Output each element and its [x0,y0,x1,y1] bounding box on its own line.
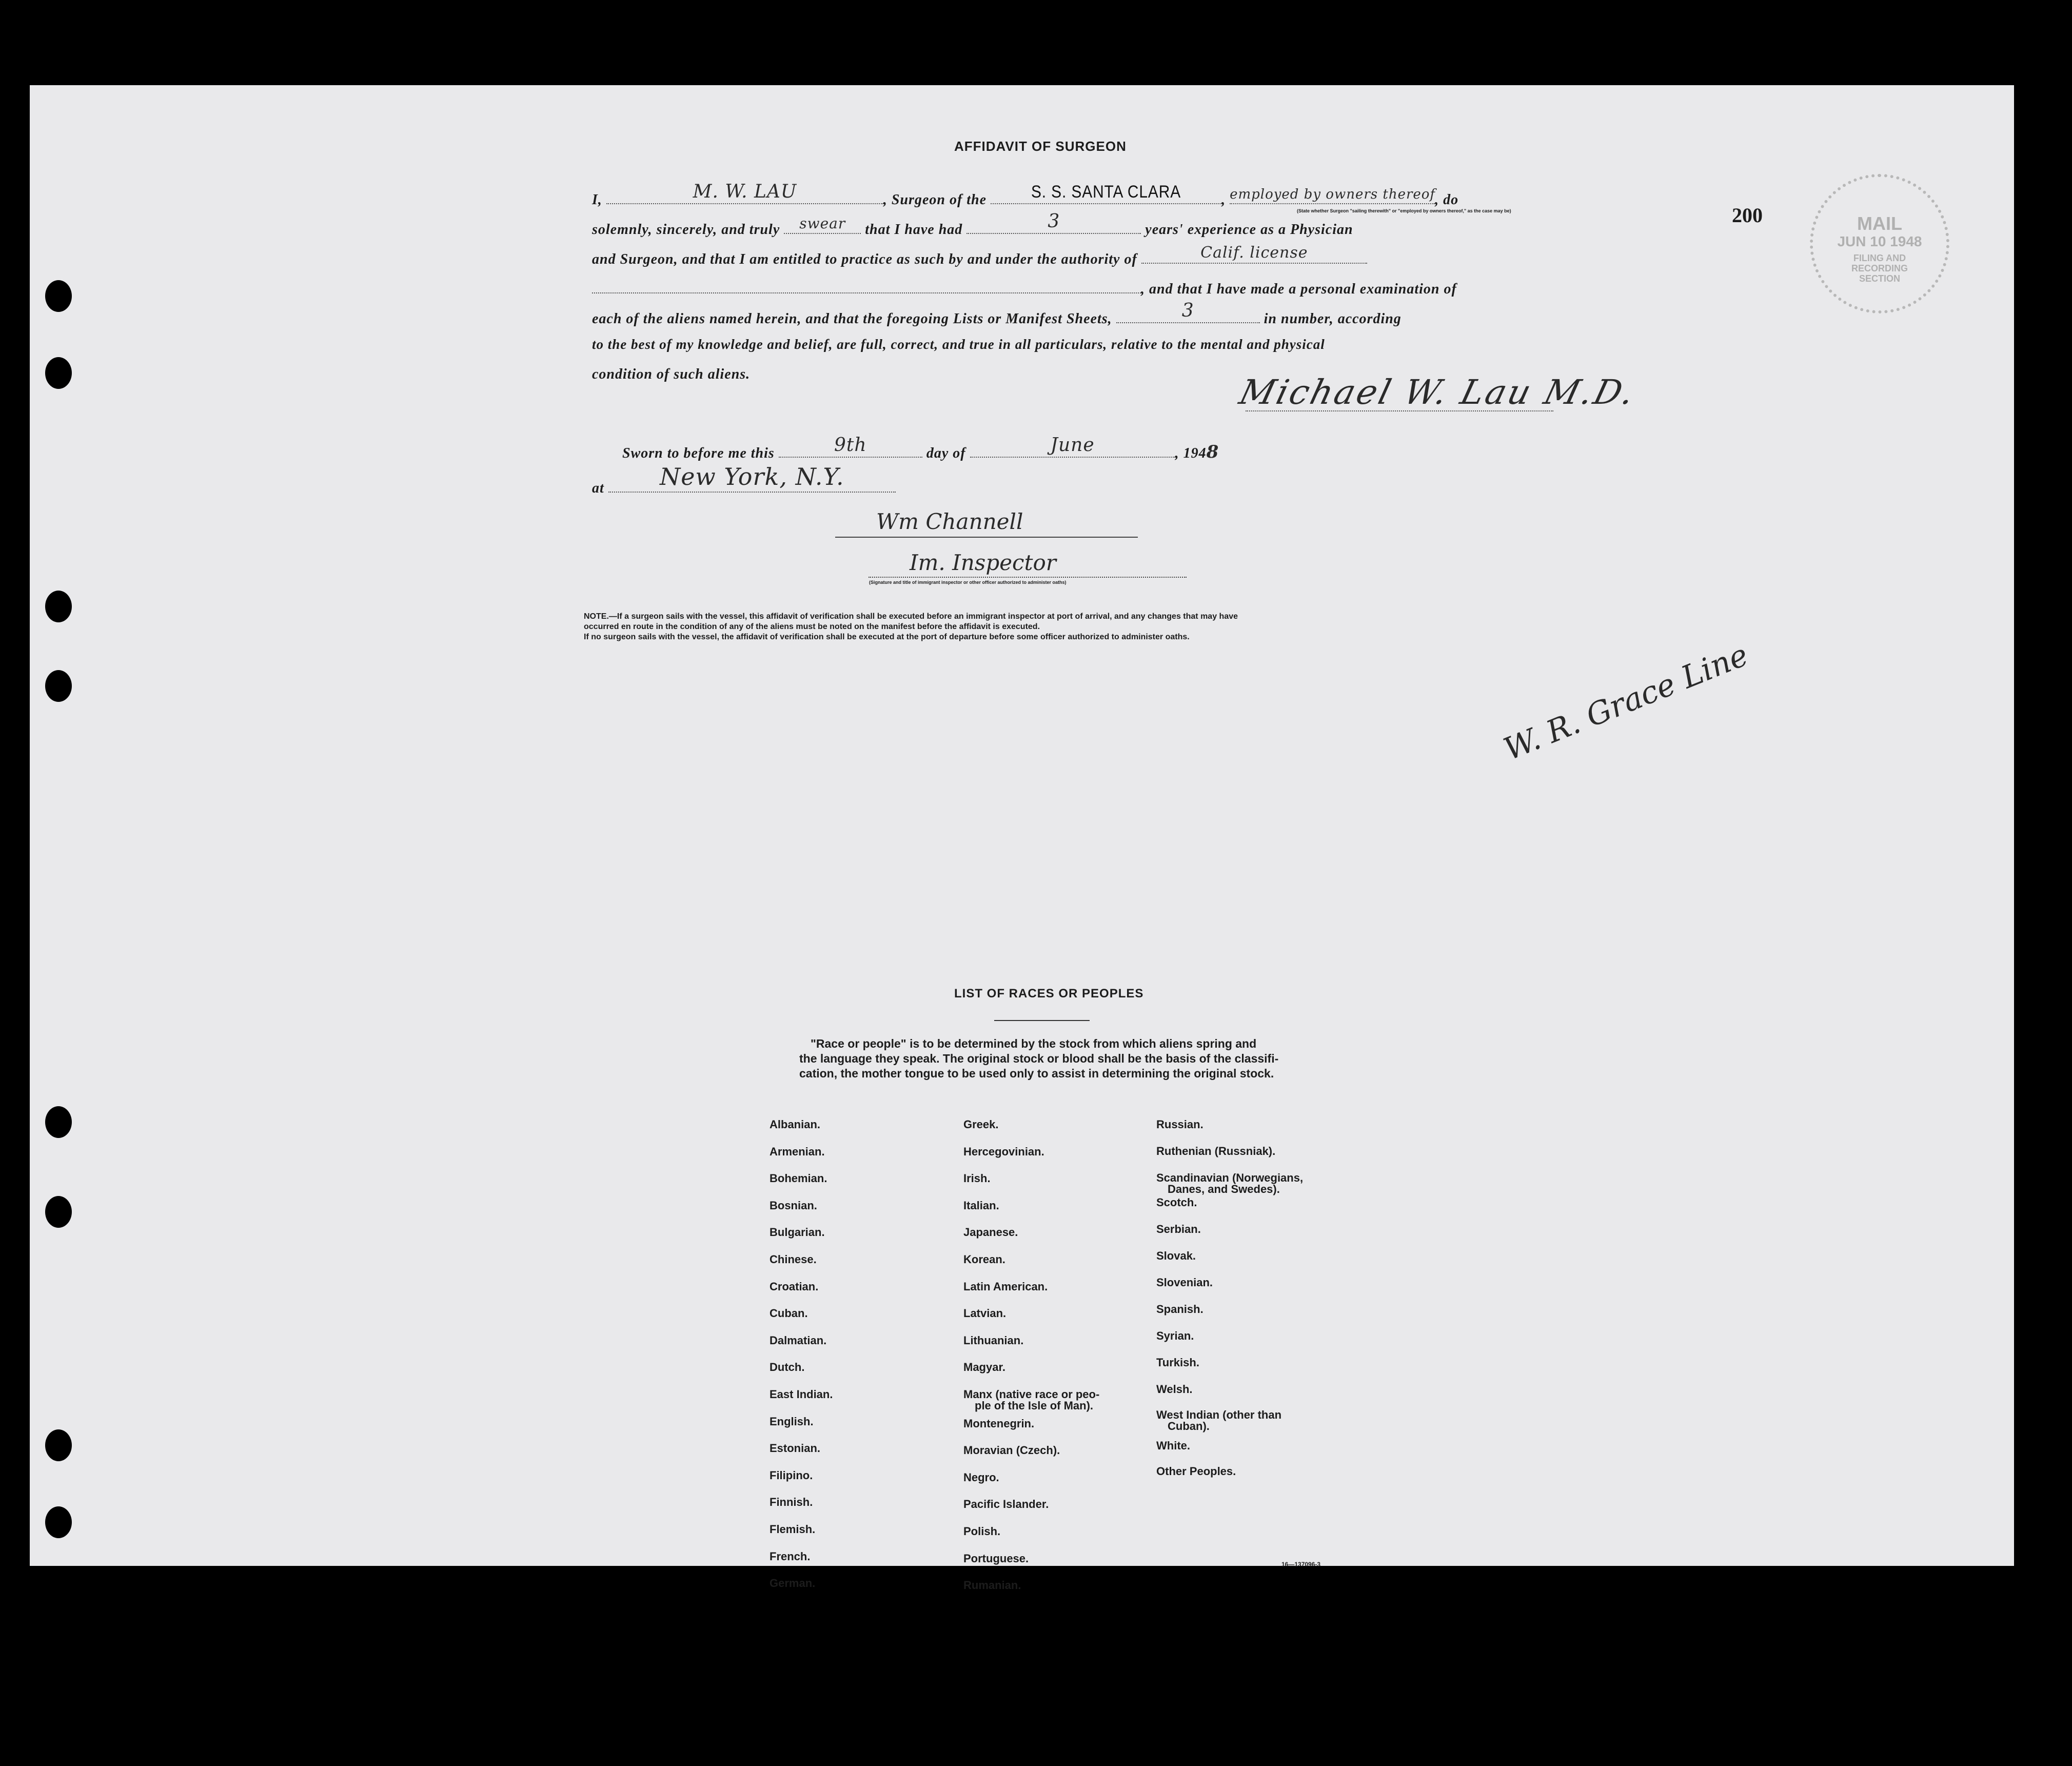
race-item: Hercegovinian. [963,1145,1044,1158]
intro-line-1: "Race or people" is to be determined by the stock from which aliens spring and [811,1037,1257,1050]
race-item: Japanese. [963,1226,1018,1239]
race-item: ple of the Isle of Man). [975,1399,1094,1412]
race-item: Ruthenian (Russniak). [1156,1145,1276,1157]
sworn-line [622,435,1219,462]
intro-line-3: cation, the mother tongue to be used only to assist in determining the original stock. [799,1067,1274,1080]
race-item: Lithuanian. [963,1334,1024,1347]
surgeon-name: M. W. LAU [693,181,797,202]
sworn-year-prefix: , 194 [1175,445,1207,461]
race-item: German. [769,1577,816,1590]
race-item: Bohemian. [769,1172,827,1185]
line5-pre: each of the aliens named herein, and that the foregoing Lists or Manifest Sheets, [592,311,1112,327]
at-line [592,463,896,497]
race-item: Magyar. [963,1361,1005,1373]
officer-signature-field [835,509,1138,538]
years-field [966,211,1141,234]
race-item: Armenian. [769,1145,825,1158]
affidavit-line-5 [592,300,1402,327]
page-number: 200 [1732,204,1763,227]
authority-value: Calif. license [1200,244,1308,262]
race-item: Italian. [963,1199,999,1212]
race-item: Dutch. [769,1361,805,1373]
sheets-field [1116,300,1260,323]
received-mail-stamp [1810,174,1949,313]
line3-pre: and Surgeon, and that I am entitled to practice as such by and under the authority of [592,251,1137,267]
capacity-value: employed by owners thereof [1230,187,1436,202]
race-item: White. [1156,1439,1190,1452]
race-item: Chinese. [769,1253,817,1266]
race-item: Welsh. [1156,1383,1193,1396]
stamp-date: JUN 10 1948 [1837,233,1922,249]
race-item: Manx (native race or peo- [963,1388,1100,1401]
punch-hole [45,1506,72,1538]
stamp-line3: FILING AND RECORDING SECTION [1851,253,1908,284]
line5-post: in number, according [1264,311,1402,327]
race-item: Bulgarian. [769,1226,825,1239]
intro-line-2: the language they speak. The original stock or blood shall be the basis of the classifi- [799,1052,1279,1065]
sworn-day-field [779,435,922,458]
race-item: Scandinavian (Norwegians, [1156,1171,1304,1184]
oath-field [784,215,861,234]
officer-signature: Wm Channell [876,509,1023,534]
race-item: Rumanian. [963,1579,1021,1592]
line1-post: , do [1435,192,1459,208]
race-item: Bosnian. [769,1199,817,1212]
race-item: Other Peoples. [1156,1465,1236,1478]
capacity-field [1230,188,1435,204]
line2-pre: solemnly, sincerely, and truly [592,222,780,238]
affidavit-note [584,612,1564,642]
line1-pre: I, [592,192,602,208]
affidavit-line-1: I, M. W. LAU , Surgeon of the S. S. SANTA CLARA , employed by owners thereof , do [592,181,1459,208]
sworn-day: 9th [834,435,867,456]
affidavit-line-7: condition of such aliens. [592,366,751,382]
race-item: Montenegrin. [963,1417,1035,1430]
line2-post: years' experience as a Physician [1145,222,1353,238]
officer-caption: (Signature and title of immigrant inspector or other officer authorized to administer oaths) [869,580,1067,585]
punch-hole [45,591,72,622]
manifest-page [30,85,2014,1592]
race-item: Syrian. [1156,1329,1194,1342]
race-item: French. [769,1550,811,1563]
race-item: Irish. [963,1172,991,1185]
line2-mid: that I have had [865,222,963,238]
officer-title: Im. Inspector [910,550,1056,575]
sworn-year-suffix: 8 [1206,442,1219,462]
race-item: Negro. [963,1471,999,1484]
race-item: Danes, and Swedes). [1168,1183,1280,1195]
affidavit-title: AFFIDAVIT OF SURGEON [954,139,1127,154]
margin-note: W. R. Grace Line [1498,637,1753,768]
officer-title-field [869,550,1187,578]
races-title: LIST OF RACES OR PEOPLES [954,987,1144,1000]
race-item: Filipino. [769,1469,813,1482]
oath-value: swear [799,215,846,232]
race-item: Slovak. [1156,1249,1196,1262]
surgeon-name-field [606,181,883,204]
race-item: English. [769,1415,814,1428]
race-item: West Indian (other than [1156,1408,1282,1421]
races-intro [799,1036,1353,1081]
years-value: 3 [1048,211,1060,232]
punch-hole [45,1106,72,1138]
race-item: Korean. [963,1253,1005,1266]
race-item: Cuban. [769,1307,808,1320]
race-item: Estonian. [769,1442,821,1455]
punch-hole [45,1429,72,1461]
race-item: Latin American. [963,1280,1048,1293]
sworn-month: June [1050,435,1095,456]
punch-hole [45,357,72,389]
vessel-field [991,182,1221,204]
race-item: Albanian. [769,1118,821,1131]
capacity-caption: (State whether Surgeon "sailing therewith" or "employed by owners thereof," as the case may be) [1297,208,1511,213]
note-line-2: occurred en route in the condition of any of the aliens must be noted on the manifest before the affidavit is executed. [584,622,1040,631]
form-code: 16—137096-3 [1281,1561,1321,1568]
race-item: Russian. [1156,1118,1203,1131]
race-item: Serbian. [1156,1223,1201,1235]
note-line-1: NOTE.—If a surgeon sails with the vessel, this affidavit of verification shall be executed before an immigrant inspector at port of arrival, and any changes that may have [584,612,1238,621]
surgeon-signature: Michael W. Lau M.D. [1235,372,1641,412]
race-item: Slovenian. [1156,1276,1213,1289]
race-item: Croatian. [769,1280,819,1293]
sworn-pre: Sworn to before me this [622,445,775,461]
sworn-mid: day of [926,445,966,461]
race-item: Polish. [963,1525,1001,1538]
sworn-month-field [970,435,1175,458]
races-title-rule [994,1020,1090,1021]
race-item: East Indian. [769,1388,833,1401]
punch-hole [45,670,72,702]
race-item: Cuban). [1168,1420,1210,1433]
sworn-place: New York, N.Y. [659,463,844,490]
race-item: Moravian (Czech). [963,1444,1060,1457]
race-item: Finnish. [769,1496,813,1508]
race-item: Pacific Islander. [963,1498,1049,1510]
affidavit-line-2 [592,211,1353,238]
stamp-line1: MAIL [1857,213,1902,234]
punch-hole [45,1196,72,1228]
place-field [608,463,896,493]
race-item: Turkish. [1156,1356,1199,1369]
punch-hole [45,280,72,312]
race-item: Scotch. [1156,1196,1197,1209]
vessel-name: S. S. SANTA CLARA [1031,182,1181,202]
affidavit-line-3 [592,244,1367,268]
note-line-3: If no surgeon sails with the vessel, the affidavit of verification shall be executed at the port of departure before some officer authorized to administer oaths. [584,633,1190,641]
affidavit-line-4 [592,277,1457,298]
authority-field [1141,244,1367,264]
sheets-value: 3 [1181,300,1194,321]
race-item: Flemish. [769,1523,816,1536]
line4-post: , and that I have made a personal examination of [1141,281,1457,297]
race-item: Greek. [963,1118,999,1131]
line1-mid: , Surgeon of the [883,192,987,208]
race-item: Portuguese. [963,1552,1029,1565]
race-item: Latvian. [963,1307,1007,1320]
affidavit-line-6: to the best of my knowledge and belief, are full, correct, and true in all particulars, relative to the mental and physical [592,337,1325,352]
race-item: Spanish. [1156,1303,1203,1316]
authority-continuation-field [592,277,1141,293]
race-item: Dalmatian. [769,1334,827,1347]
surgeon-signature-line [1246,410,1553,411]
at-pre: at [592,480,604,496]
